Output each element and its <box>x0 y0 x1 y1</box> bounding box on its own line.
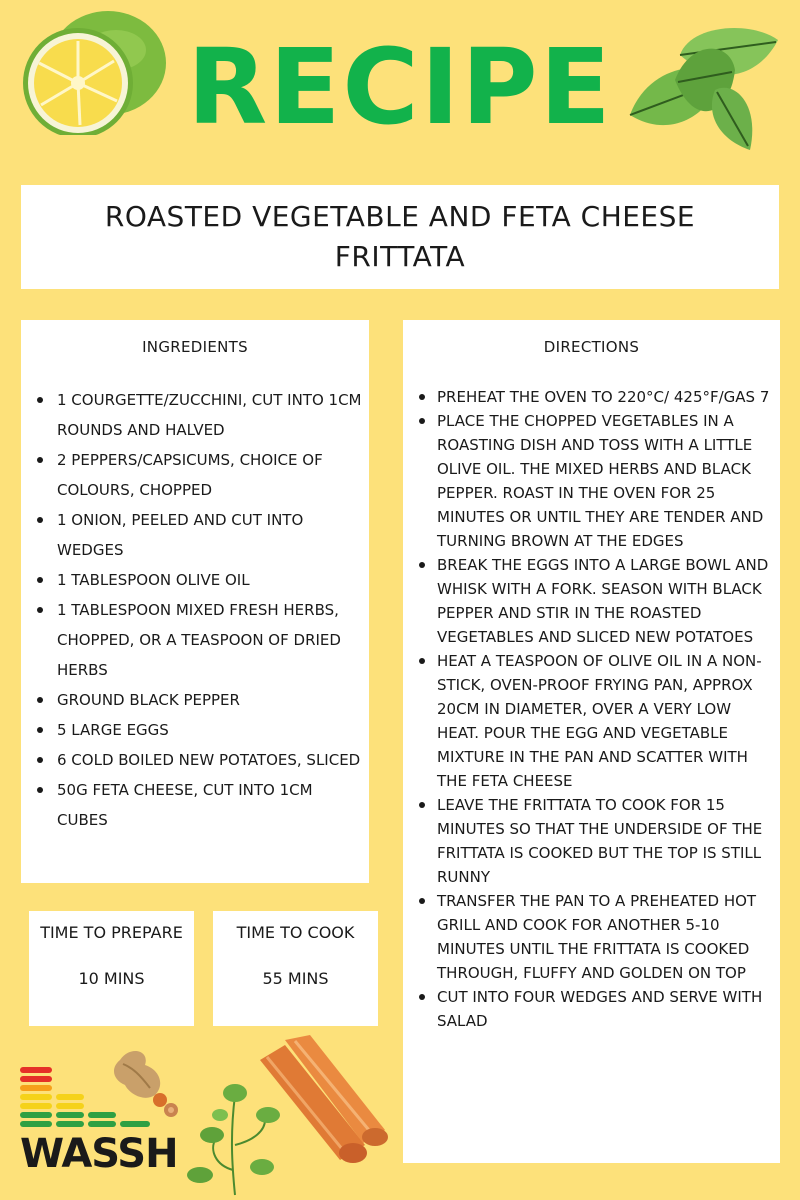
logo-bar <box>56 1094 84 1100</box>
list-item: LEAVE THE FRITTATA TO COOK FOR 15 MINUTES SO THAT THE UNDERSIDE OF THE FRITTATA IS COOKED BUT THE TOP IS STILL RUNNY <box>417 793 772 889</box>
list-item: 5 LARGE EGGS <box>35 715 365 745</box>
page-title: RECIPE <box>187 26 613 148</box>
list-item: HEAT A TEASPOON OF OLIVE OIL IN A NON-STICK, OVEN-PROOF FRYING PAN, APPROX 20CM IN DIAMETER, OVER A VERY LOW HEAT. POUR THE EGG AND VEGETABLE MIXTURE IN THE PAN AND SCATTER WITH THE FETA CHEESE <box>417 649 772 793</box>
ingredients-panel <box>21 320 369 883</box>
logo-bar <box>20 1076 52 1082</box>
list-item: 6 COLD BOILED NEW POTATOES, SLICED <box>35 745 365 775</box>
list-item: 50G FETA CHEESE, CUT INTO 1CM CUBES <box>35 775 365 835</box>
logo-bar <box>20 1103 52 1109</box>
list-item: 1 ONION, PEELED AND CUT INTO WEDGES <box>35 505 365 565</box>
cook-time-box <box>213 911 378 1026</box>
directions-heading: DIRECTIONS <box>543 338 640 356</box>
ingredients-heading: INGREDIENTS <box>142 338 248 356</box>
list-item: 2 PEPPERS/CAPSICUMS, CHOICE OF COLOURS, CHOPPED <box>35 445 365 505</box>
logo-bar <box>56 1103 84 1109</box>
logo-bar <box>56 1112 84 1118</box>
list-item: GROUND BLACK PEPPER <box>35 685 365 715</box>
recipe-name: ROASTED VEGETABLE AND FETA CHEESE FRITTATA <box>104 200 696 273</box>
logo-bar <box>20 1112 52 1118</box>
list-item: CUT INTO FOUR WEDGES AND SERVE WITH SALAD <box>417 985 772 1033</box>
list-item: 1 TABLESPOON MIXED FRESH HERBS, CHOPPED, OR A TEASPOON OF DRIED HERBS <box>35 595 365 685</box>
list-item: PLACE THE CHOPPED VEGETABLES IN A ROASTING DISH AND TOSS WITH A LITTLE OLIVE OIL. THE MIXED HERBS AND BLACK PEPPER. ROAST IN THE OVEN FOR 25 MINUTES OR UNTIL THEY ARE TENDER AND TURNING BROWN AT THE EDGES <box>417 409 772 553</box>
ingredients-list <box>35 385 365 835</box>
cook-time-label: TIME TO COOK <box>236 923 355 942</box>
recipe-name-box <box>21 185 779 289</box>
list-item: BREAK THE EGGS INTO A LARGE BOWL AND WHISK WITH A FORK. SEASON WITH BLACK PEPPER AND STIR IN THE ROASTED VEGETABLES AND SLICED NEW POTATOES <box>417 553 772 649</box>
list-item: PREHEAT THE OVEN TO 220°C/ 425°F/GAS 7 <box>417 385 772 409</box>
list-item: 1 COURGETTE/ZUCCHINI, CUT INTO 1CM ROUNDS AND HALVED <box>35 385 365 445</box>
directions-list <box>417 385 772 1033</box>
logo-bar <box>20 1094 52 1100</box>
directions-panel <box>403 320 780 1163</box>
list-item: TRANSFER THE PAN TO A PREHEATED HOT GRILL AND COOK FOR ANOTHER 5-10 MINUTES UNTIL THE FRITTATA IS COOKED THROUGH, FLUFFY AND GOLDEN ON TOP <box>417 889 772 985</box>
logo-bar <box>88 1121 116 1127</box>
list-item: 1 TABLESPOON OLIVE OIL <box>35 565 365 595</box>
logo-bar <box>20 1121 52 1127</box>
logo-bar <box>20 1085 52 1091</box>
logo-bar <box>20 1067 52 1073</box>
logo-bar <box>120 1121 150 1127</box>
cook-time-value: 55 MINS <box>262 969 329 988</box>
prepare-time-box <box>29 911 194 1026</box>
logo-text: WASSH <box>20 1131 178 1177</box>
prepare-time-value: 10 MINS <box>78 969 145 988</box>
logo-bar <box>56 1121 84 1127</box>
prepare-time-label: TIME TO PREPARE <box>40 923 183 942</box>
ginger-icon <box>105 1040 185 1120</box>
cinnamon-sticks-icon <box>255 1035 395 1170</box>
